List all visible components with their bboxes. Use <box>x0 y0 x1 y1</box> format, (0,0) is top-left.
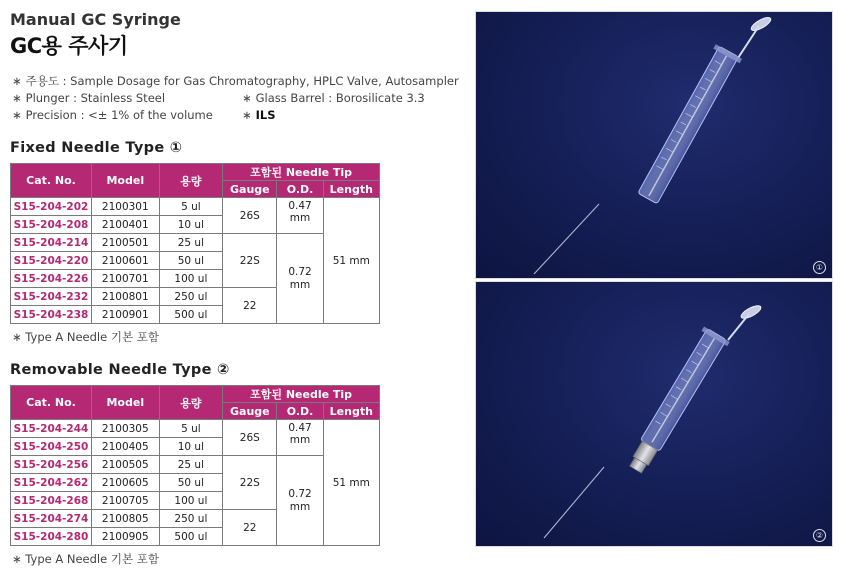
header-od: O.D. <box>277 181 323 198</box>
capacity-cell: 10 ul <box>159 216 223 234</box>
model-cell: 2100301 <box>91 198 159 216</box>
cat-no-cell: S15-204-256 <box>11 456 92 474</box>
gauge-cell: 26S <box>223 198 277 234</box>
page-title-korean: GC용 주사기 <box>10 34 128 58</box>
model-cell: 2100505 <box>91 456 159 474</box>
table-row <box>11 420 380 438</box>
model-cell: 2100901 <box>91 306 159 324</box>
cat-no-cell: S15-204-232 <box>11 288 92 306</box>
fixed-needle-syringe-photo <box>475 11 833 279</box>
cat-no-cell: S15-204-238 <box>11 306 92 324</box>
capacity-cell: 500 ul <box>159 306 223 324</box>
model-cell: 2100605 <box>91 474 159 492</box>
header-length: Length <box>323 403 379 420</box>
bullet-icon: ∗ <box>12 91 22 105</box>
capacity-cell: 5 ul <box>159 198 223 216</box>
fixed-needle-note: ∗ Type A Needle 기본 포함 <box>12 330 159 344</box>
od-cell: 0.47 mm <box>277 198 323 234</box>
od-cell: 0.47 mm <box>277 420 323 456</box>
capacity-cell: 25 ul <box>159 234 223 252</box>
od-cell: 0.72 mm <box>277 234 323 324</box>
photo-number-badge: ① <box>813 261 826 274</box>
spec-barrel: ∗ Glass Barrel : Borosilicate 3.3 <box>242 91 425 105</box>
gauge-cell: 22S <box>223 234 277 288</box>
photo-number-badge: ② <box>813 529 826 542</box>
header-model: Model <box>91 164 159 198</box>
spec-plunger: ∗ Plunger : Stainless Steel <box>12 91 166 105</box>
capacity-cell: 100 ul <box>159 270 223 288</box>
capacity-cell: 25 ul <box>159 456 223 474</box>
cat-no-cell: S15-204-280 <box>11 528 92 546</box>
syringe-illustration <box>476 12 832 278</box>
cat-no-cell: S15-204-262 <box>11 474 92 492</box>
spec-precision: ∗ Precision : <± 1% of the volume <box>12 108 213 122</box>
fixed-needle-title: Fixed Needle Type ① <box>10 140 183 156</box>
capacity-cell: 100 ul <box>159 492 223 510</box>
removable-needle-title: Removable Needle Type ② <box>10 362 230 378</box>
model-cell: 2100801 <box>91 288 159 306</box>
model-cell: 2100705 <box>91 492 159 510</box>
model-cell: 2100405 <box>91 438 159 456</box>
bullet-icon: ∗ <box>12 108 22 122</box>
syringe-illustration <box>476 282 832 546</box>
cat-no-cell: S15-204-214 <box>11 234 92 252</box>
cat-no-cell: S15-204-268 <box>11 492 92 510</box>
header-capacity: 용량 <box>159 386 223 420</box>
capacity-cell: 250 ul <box>159 510 223 528</box>
cat-no-cell: S15-204-244 <box>11 420 92 438</box>
header-cat-no: Cat. No. <box>11 164 92 198</box>
gauge-cell: 22 <box>223 510 277 546</box>
spec-ils: ∗ ILS <box>242 108 276 122</box>
model-cell: 2100905 <box>91 528 159 546</box>
spec-usage: ∗ 주용도 : Sample Dosage for Gas Chromatography, HPLC Valve, Autosampler <box>12 74 459 88</box>
capacity-cell: 50 ul <box>159 474 223 492</box>
model-cell: 2100601 <box>91 252 159 270</box>
removable-needle-note: ∗ Type A Needle 기본 포함 <box>12 552 159 566</box>
cat-no-cell: S15-204-220 <box>11 252 92 270</box>
removable-needle-table <box>10 385 380 546</box>
header-length: Length <box>323 181 379 198</box>
cat-no-cell: S15-204-274 <box>11 510 92 528</box>
header-gauge: Gauge <box>223 403 277 420</box>
length-cell: 51 mm <box>323 198 379 324</box>
model-cell: 2100805 <box>91 510 159 528</box>
fixed-needle-table <box>10 163 380 324</box>
cat-no-cell: S15-204-202 <box>11 198 92 216</box>
capacity-cell: 50 ul <box>159 252 223 270</box>
capacity-cell: 5 ul <box>159 420 223 438</box>
header-needle-tip: 포함된 Needle Tip <box>223 164 380 181</box>
bullet-icon: ∗ <box>12 74 22 88</box>
length-cell: 51 mm <box>323 420 379 546</box>
od-cell: 0.72 mm <box>277 456 323 546</box>
header-needle-tip: 포함된 Needle Tip <box>223 386 380 403</box>
gauge-cell: 22S <box>223 456 277 510</box>
cat-no-cell: S15-204-208 <box>11 216 92 234</box>
removable-needle-syringe-photo <box>475 281 833 547</box>
cat-no-cell: S15-204-226 <box>11 270 92 288</box>
capacity-cell: 500 ul <box>159 528 223 546</box>
header-gauge: Gauge <box>223 181 277 198</box>
model-cell: 2100701 <box>91 270 159 288</box>
header-model: Model <box>91 386 159 420</box>
page-title-english: Manual GC Syringe <box>10 10 181 29</box>
table-row <box>11 198 380 216</box>
gauge-cell: 26S <box>223 420 277 456</box>
gauge-cell: 22 <box>223 288 277 324</box>
capacity-cell: 250 ul <box>159 288 223 306</box>
bullet-icon: ∗ <box>242 108 252 122</box>
header-capacity: 용량 <box>159 164 223 198</box>
header-cat-no: Cat. No. <box>11 386 92 420</box>
model-cell: 2100501 <box>91 234 159 252</box>
capacity-cell: 10 ul <box>159 438 223 456</box>
model-cell: 2100305 <box>91 420 159 438</box>
bullet-icon: ∗ <box>242 91 252 105</box>
model-cell: 2100401 <box>91 216 159 234</box>
header-od: O.D. <box>277 403 323 420</box>
cat-no-cell: S15-204-250 <box>11 438 92 456</box>
